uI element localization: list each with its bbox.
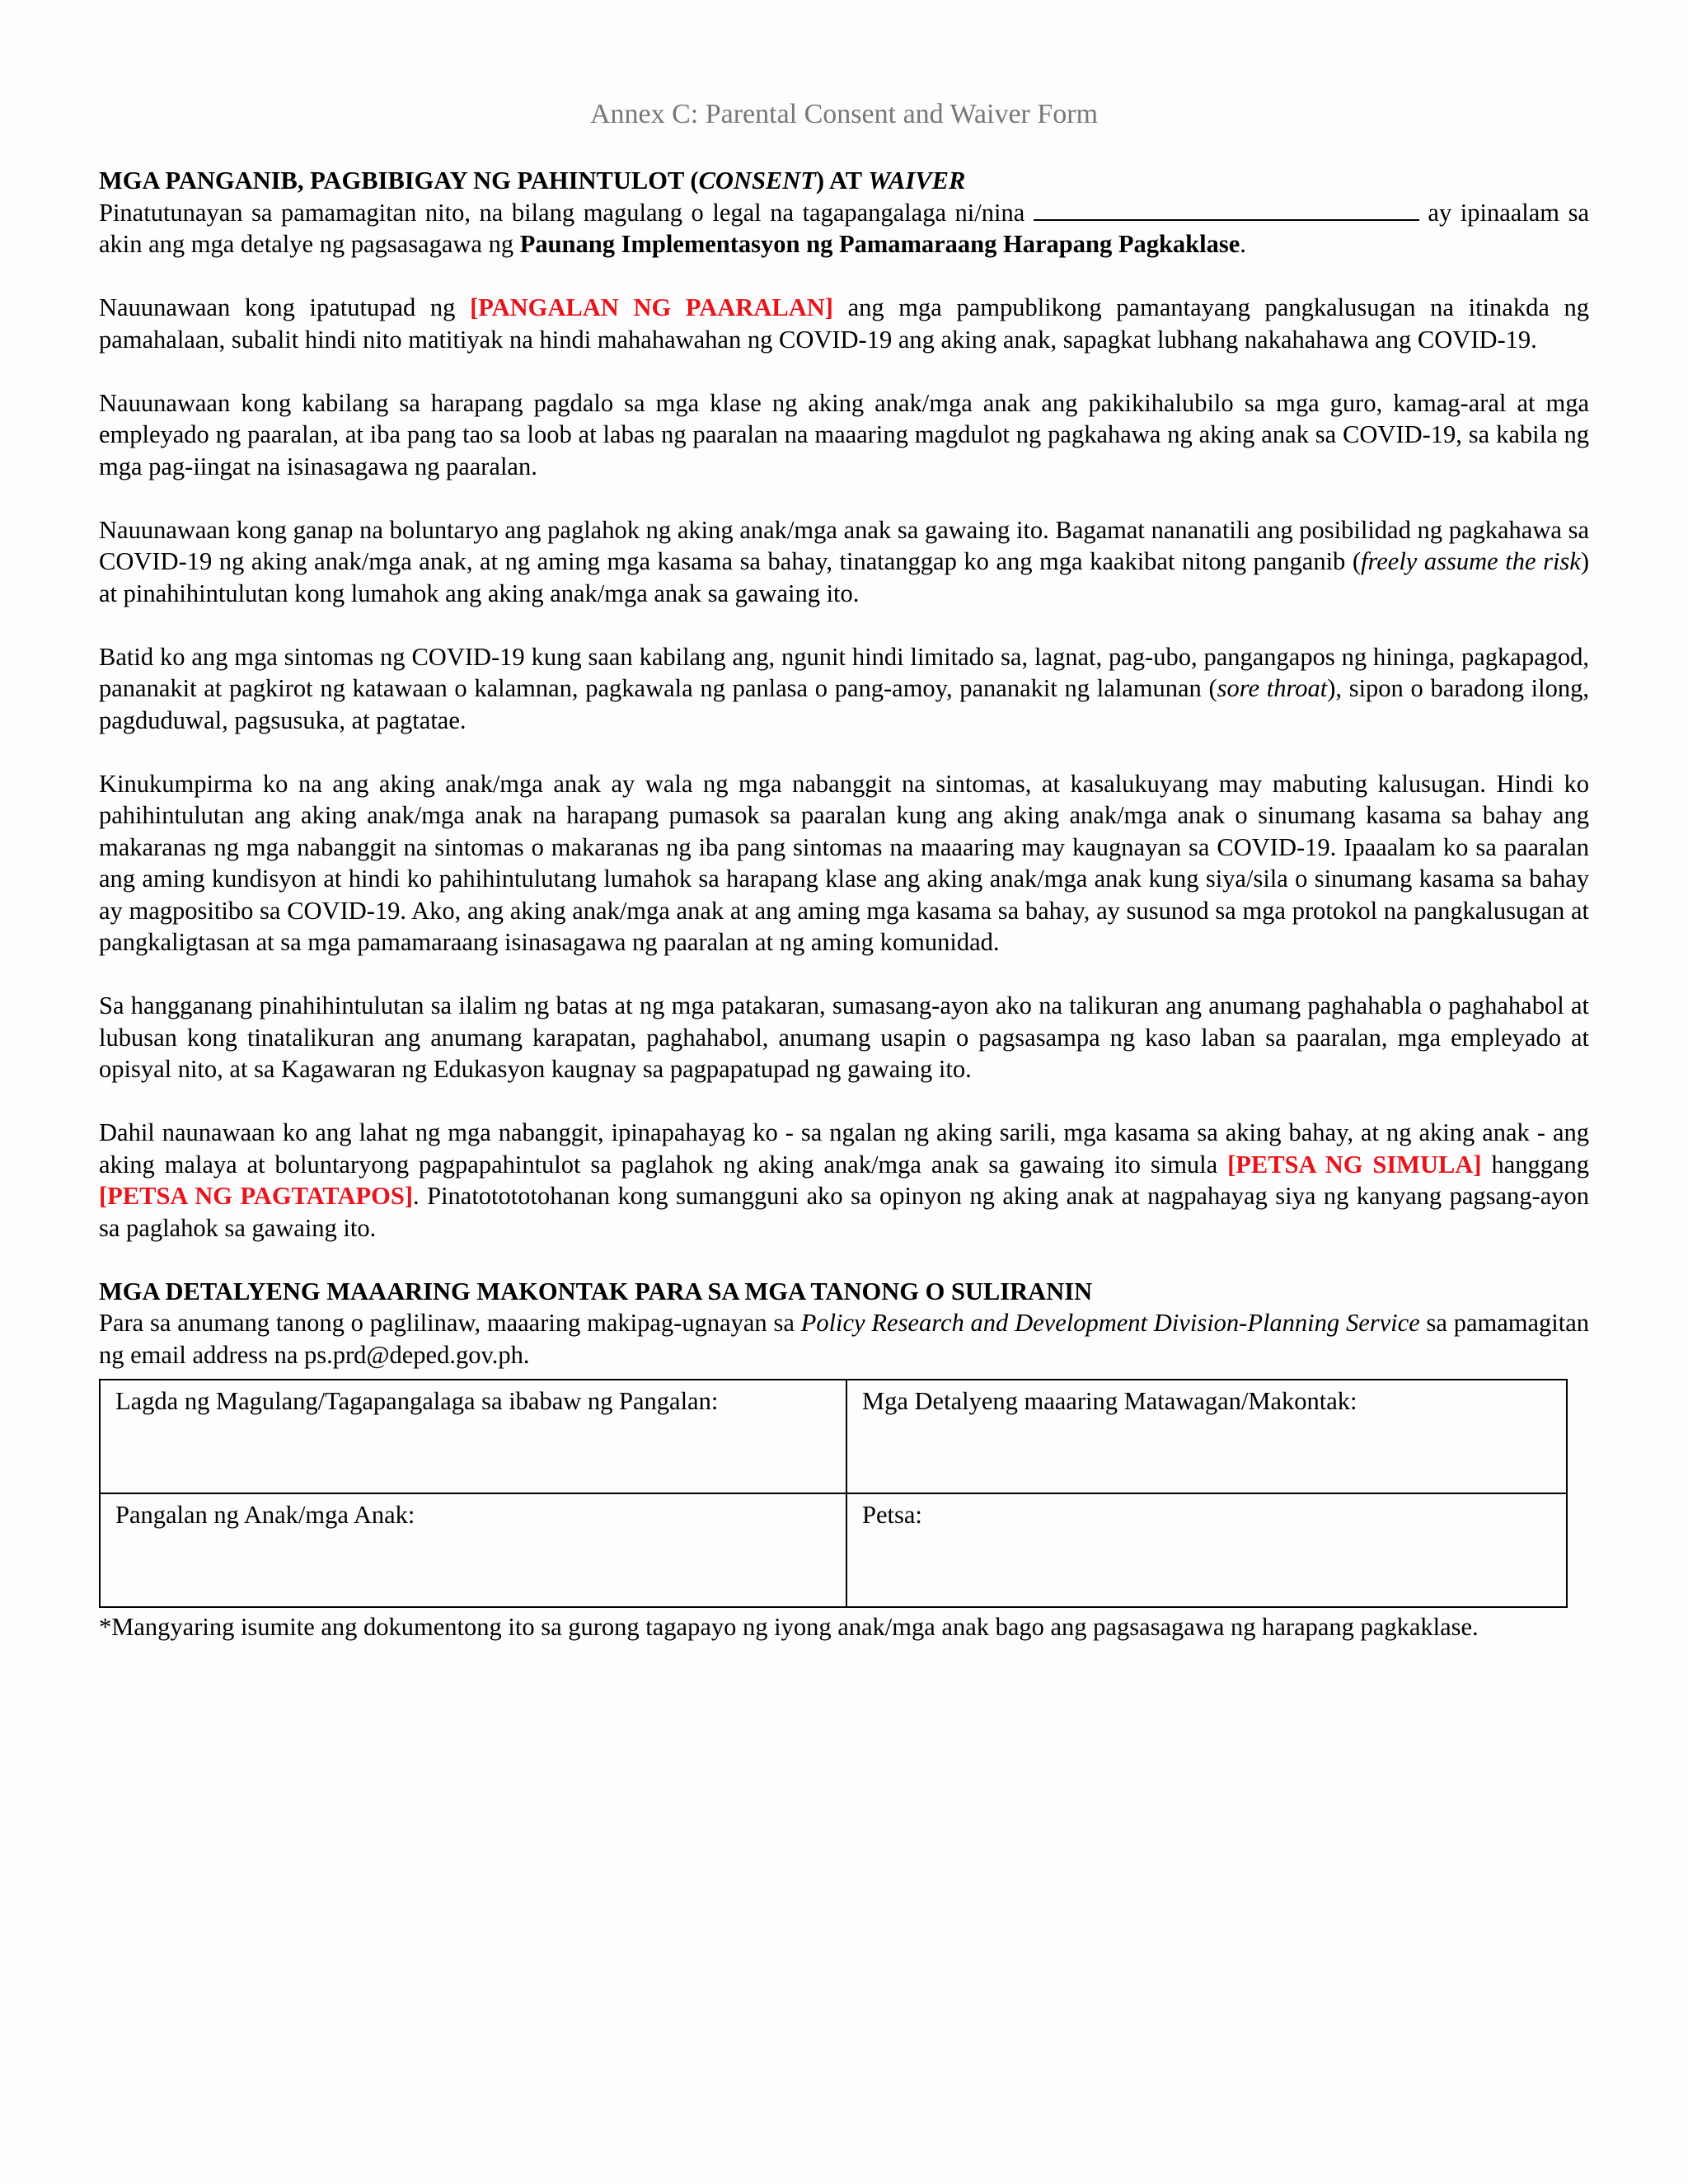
end-date-placeholder: [PETSA NG PAGTATAPOS] (99, 1182, 414, 1210)
paragraph-symptoms: Batid ko ang mga sintomas ng COVID-19 kung saan kabilang ang, ngunit hindi limitado sa, lagnat, pag-ubo, pangangapos ng hininga, pagkapagod, pananakit at pagkirot ng katawaan o kalamnan, pagkawala ng panlasa o pang-amoy, pananakit ng lalamunan (sore throat), sipon o baradong ilong, pagduduwal, pagsusuka, at pagtatae. (99, 642, 1589, 734)
child-name-cell[interactable] (100, 1493, 846, 1607)
child-name-blank[interactable] (1034, 199, 1419, 221)
child-name-label: Pangalan ng Anak/mga Anak: (115, 1501, 415, 1529)
footnote: *Mangyaring isumite ang dokumentong ito sa gurong tagapayo ng iyong anak/mga anak bago ang pagsasagawa ng harapang pagkaklase. (99, 1613, 1479, 1641)
date-label: Petsa: (862, 1501, 922, 1529)
school-name-placeholder: [PANGALAN NG PAARALAN] (470, 293, 833, 321)
paragraph-interaction-risk: Nauunawaan kong kabilang sa harapang pagdalo sa mga klase ng aking anak/mga anak ang pakikihalubilo sa mga guro, kamag-aral at mga empleyado ng paaralan, at iba pang tao sa loob at labas ng paaralan na maaaring magdulot ng pagkahawa ng aking anak sa COVID-19, sa kabila ng mga pag-iingat na isinasagawa ng paaralan. (99, 388, 1589, 480)
start-date-placeholder: [PETSA NG SIMULA] (1227, 1150, 1482, 1179)
signature-cell[interactable] (100, 1380, 846, 1493)
section-heading-risks: MGA PANGANIB, PAGBIBIGAY NG PAHINTULOT (CONSENT) AT WAIVER (99, 166, 966, 194)
paragraph-consent-declaration: Dahil naunawaan ko ang lahat ng mga nabanggit, ipinapahayag ko - sa ngalan ng aking sarili, mga kasama sa aking bahay, at ng aking anak - ang aking malaya at boluntaryong pagpapahintulot sa paglahok ng aking anak/mga anak sa gawaing ito simula [PETSA NG SIMULA] hanggang [PETSA NG PAGTATAPOS]. Pinatotototohanan kong sumangguni ako sa opinyon ng aking anak at nagpahayag siya ng kanyang pagsang-ayon sa paglahok sa gawaing ito. (99, 1118, 1590, 1242)
annex-title: Annex C: Parental Consent and Waiver Form (589, 99, 1099, 129)
section-heading-contact: MGA DETALYENG MAAARING MAKONTAK PARA SA MGA TANONG O SULIRANIN (99, 1277, 1093, 1305)
paragraph-contact: Para sa anumang tanong o paglilinaw, maaaring makipag-ugnayan sa Policy Research and Development Division-Planning Service sa pamamagitan ng email address na ps.prd@deped.gov.ph. (99, 1309, 1590, 1369)
signature-form-table (99, 1379, 1568, 1608)
paragraph-health-standards: Nauunawaan kong ipatutupad ng [PANGALAN NG PAARALAN] ang mga pampublikong pamantayang pangkalusugan na itinakda ng pamahalaan, subalit hindi nito matitiyak na hindi mahahawahan ng COVID-19 ang aking anak, sapagkat lubhang nakahahawa ang COVID-19. (99, 293, 1590, 354)
paragraph-waiver: Sa hangganang pinahihintulutan sa ilalim ng batas at ng mga patakaran, sumasang-ayon ako na talikuran ang anumang paghahabla o paghahabol at lubusan kong tinatalikuran ang anumang karapatan, paghahabol, anumang usapin o pagsasampa ng kaso laban sa paaralan, mga empleyado at opisyal nito, at sa Kagawaran ng Edukasyon kaugnay sa pagpapatupad ng gawaing ito. (99, 991, 1589, 1083)
document-body (99, 165, 1589, 1643)
paragraph-voluntary: Nauunawaan kong ganap na boluntaryo ang paglahok ng aking anak/mga anak sa gawaing ito. Bagamat nananatili ang posibilidad ng pagkahawa sa COVID-19 ng aking anak/mga anak, at ng aming mga kasama sa bahay, tinatanggap ko ang mga kaakibat nitong panganib (freely assume the risk) at pinahihintulutan kong lumahok ang aking anak/mga anak sa gawaing ito. (99, 515, 1589, 607)
paragraph-confirmation: Kinukumpirma ko na ang aking anak/mga anak ay wala ng mga nabanggit na sintomas, at kasalukuyang may mabuting kalusugan. Hindi ko pahihintulutan ang aking anak/mga anak na harapang pumasok sa paaralan kung ang aking anak/mga anak o sinumang kasama sa bahay ang makaranas ng mga nabanggit na sintomas o makaranas ng iba pang sintomas na maaaring may kaugnayan sa COVID-19. Ipaaalam ko sa paaralan ang aming kundisyon at hindi ko pahihintulutang lumahok sa harapang klase ang aking anak/mga anak kung siya/sila o sinumang kasama sa bahay ay magpositibo sa COVID-19. Ako, ang aking anak/mga anak at ang aming mga kasama sa bahay, ay susunod sa mga protokol na pangkalusugan at pangkaligtasan at sa mga pamamaraang isinasagawa ng paaralan at ng aming komunidad. (99, 769, 1589, 956)
paragraph-attestation: Pinatutunayan sa pamamagitan nito, na bilang magulang o legal na tagapangalaga ni/nina ay ipinaalam sa akin ang mga detalye ng pagsasagawa ng Paunang Implementasyon ng Pamamaraang Harapang Pagkaklase. (99, 198, 1590, 258)
date-cell[interactable] (846, 1493, 1567, 1607)
contact-details-cell[interactable] (846, 1380, 1567, 1493)
contact-details-label: Mga Detalyeng maaaring Matawagan/Makontak: (862, 1387, 1357, 1415)
signature-label: Lagda ng Magulang/Tagapangalaga sa ibabaw ng Pangalan: (115, 1387, 719, 1415)
